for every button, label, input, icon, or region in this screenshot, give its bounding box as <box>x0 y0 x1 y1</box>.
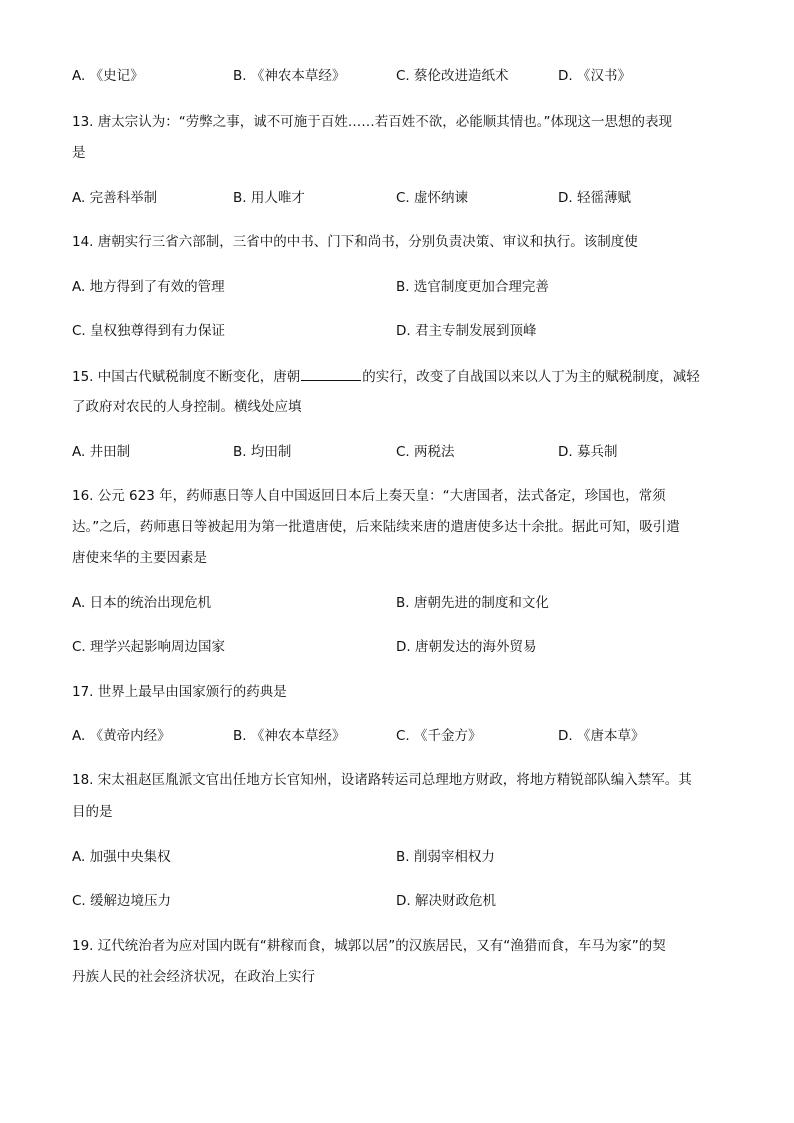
q17-stem-line1: 17. 世界上最早由国家颁行的药典是 <box>72 684 287 700</box>
q17-option-d: D. 《唐本草》 <box>558 728 645 744</box>
q15-option-c: C. 两税法 <box>396 444 455 460</box>
q16-stem-line2: 达。”之后，药师惠日等被起用为第一批遣唐使，后来陆续来唐的遣唐使多达十余批。据此可知，吸引遣 <box>72 519 680 535</box>
q18-option-c: C. 缓解边境压力 <box>72 893 172 909</box>
q17-option-b: B. 《神农本草经》 <box>233 728 346 744</box>
q15-option-d: D. 募兵制 <box>558 444 618 460</box>
q18-options-row1 <box>72 847 732 867</box>
q13-option-d: D. 轻徭薄赋 <box>558 190 631 206</box>
q16-option-d: D. 唐朝发达的海外贸易 <box>396 639 537 655</box>
q14-option-d: D. 君主专制发展到顶峰 <box>396 323 537 339</box>
q17-options <box>72 726 732 746</box>
q13-options <box>72 188 732 208</box>
q15-options <box>72 442 732 462</box>
q18-option-d: D. 解决财政危机 <box>396 893 496 909</box>
q14-option-a: A. 地方得到了有效的管理 <box>72 279 225 295</box>
q18-stem-line2: 目的是 <box>72 804 113 820</box>
q15-stem-part2: 的实行，改变了自战国以来以人丁为主的赋税制度，减轻 <box>362 369 700 385</box>
q19-stem-line1: 19. 辽代统治者为应对国内既有“耕稼而食，城郭以居”的汉族居民，又有“渔猎而食，车马为家”的契 <box>72 938 666 954</box>
q16-options-row1 <box>72 593 732 613</box>
q13-stem-line1: 13. 唐太宗认为：“劳弊之事，诚不可施于百姓……若百姓不欲，必能顺其情也。”体现这一思想的表现 <box>72 114 672 130</box>
q12-option-a: A. 《史记》 <box>72 68 144 84</box>
q16-stem-line1: 16. 公元 623 年，药师惠日等人自中国返回日本后上奏天皇：“大唐国者，法式备定，珍国也，常须 <box>72 488 666 504</box>
q16-stem-line3: 唐使来华的主要因素是 <box>72 550 207 566</box>
q12-option-b: B. 《神农本草经》 <box>233 68 346 84</box>
q13-option-a: A. 完善科举制 <box>72 190 158 206</box>
q14-option-c: C. 皇权独尊得到有力保证 <box>72 323 226 339</box>
q16-option-b: B. 唐朝先进的制度和文化 <box>396 595 549 611</box>
q18-option-a: A. 加强中央集权 <box>72 849 171 865</box>
q13-option-c: C. 虚怀纳谏 <box>396 190 469 206</box>
q16-option-c: C. 理学兴起影响周边国家 <box>72 639 226 655</box>
q15-stem-line1 <box>72 366 700 387</box>
q12-option-c: C. 蔡伦改进造纸术 <box>396 68 509 84</box>
q14-stem-line1: 14. 唐朝实行三省六部制，三省中的中书、门下和尚书，分别负责决策、审议和执行。该制度使 <box>72 234 638 250</box>
q17-option-a: A. 《黄帝内经》 <box>72 728 171 744</box>
q15-stem-part1: 15. 中国古代赋税制度不断变化，唐朝 <box>72 369 301 385</box>
q14-options-row2 <box>72 321 732 341</box>
q13-stem-line2: 是 <box>72 145 86 161</box>
q14-options-row1 <box>72 277 732 297</box>
q18-option-b: B. 削弱宰相权力 <box>396 849 495 865</box>
q16-options-row2 <box>72 637 732 657</box>
q16-option-a: A. 日本的统治出现危机 <box>72 595 212 611</box>
q13-option-b: B. 用人唯才 <box>233 190 305 206</box>
q14-option-b: B. 选官制度更加合理完善 <box>396 279 549 295</box>
q12-options <box>72 66 732 86</box>
q15-option-b: B. 均田制 <box>233 444 292 460</box>
q15-stem-line2: 了政府对农民的人身控制。横线处应填 <box>72 399 302 415</box>
q19-stem-line2: 丹族人民的社会经济状况，在政治上实行 <box>72 969 315 985</box>
q17-option-c: C. 《千金方》 <box>396 728 482 744</box>
q15-answer-blank <box>301 366 361 381</box>
q18-options-row2 <box>72 891 732 911</box>
q12-option-d: D. 《汉书》 <box>558 68 631 84</box>
q15-option-a: A. 井田制 <box>72 444 131 460</box>
q18-stem-line1: 18. 宋太祖赵匡胤派文官出任地方长官知州，设诸路转运司总理地方财政，将地方精锐部队编入禁军。其 <box>72 772 692 788</box>
